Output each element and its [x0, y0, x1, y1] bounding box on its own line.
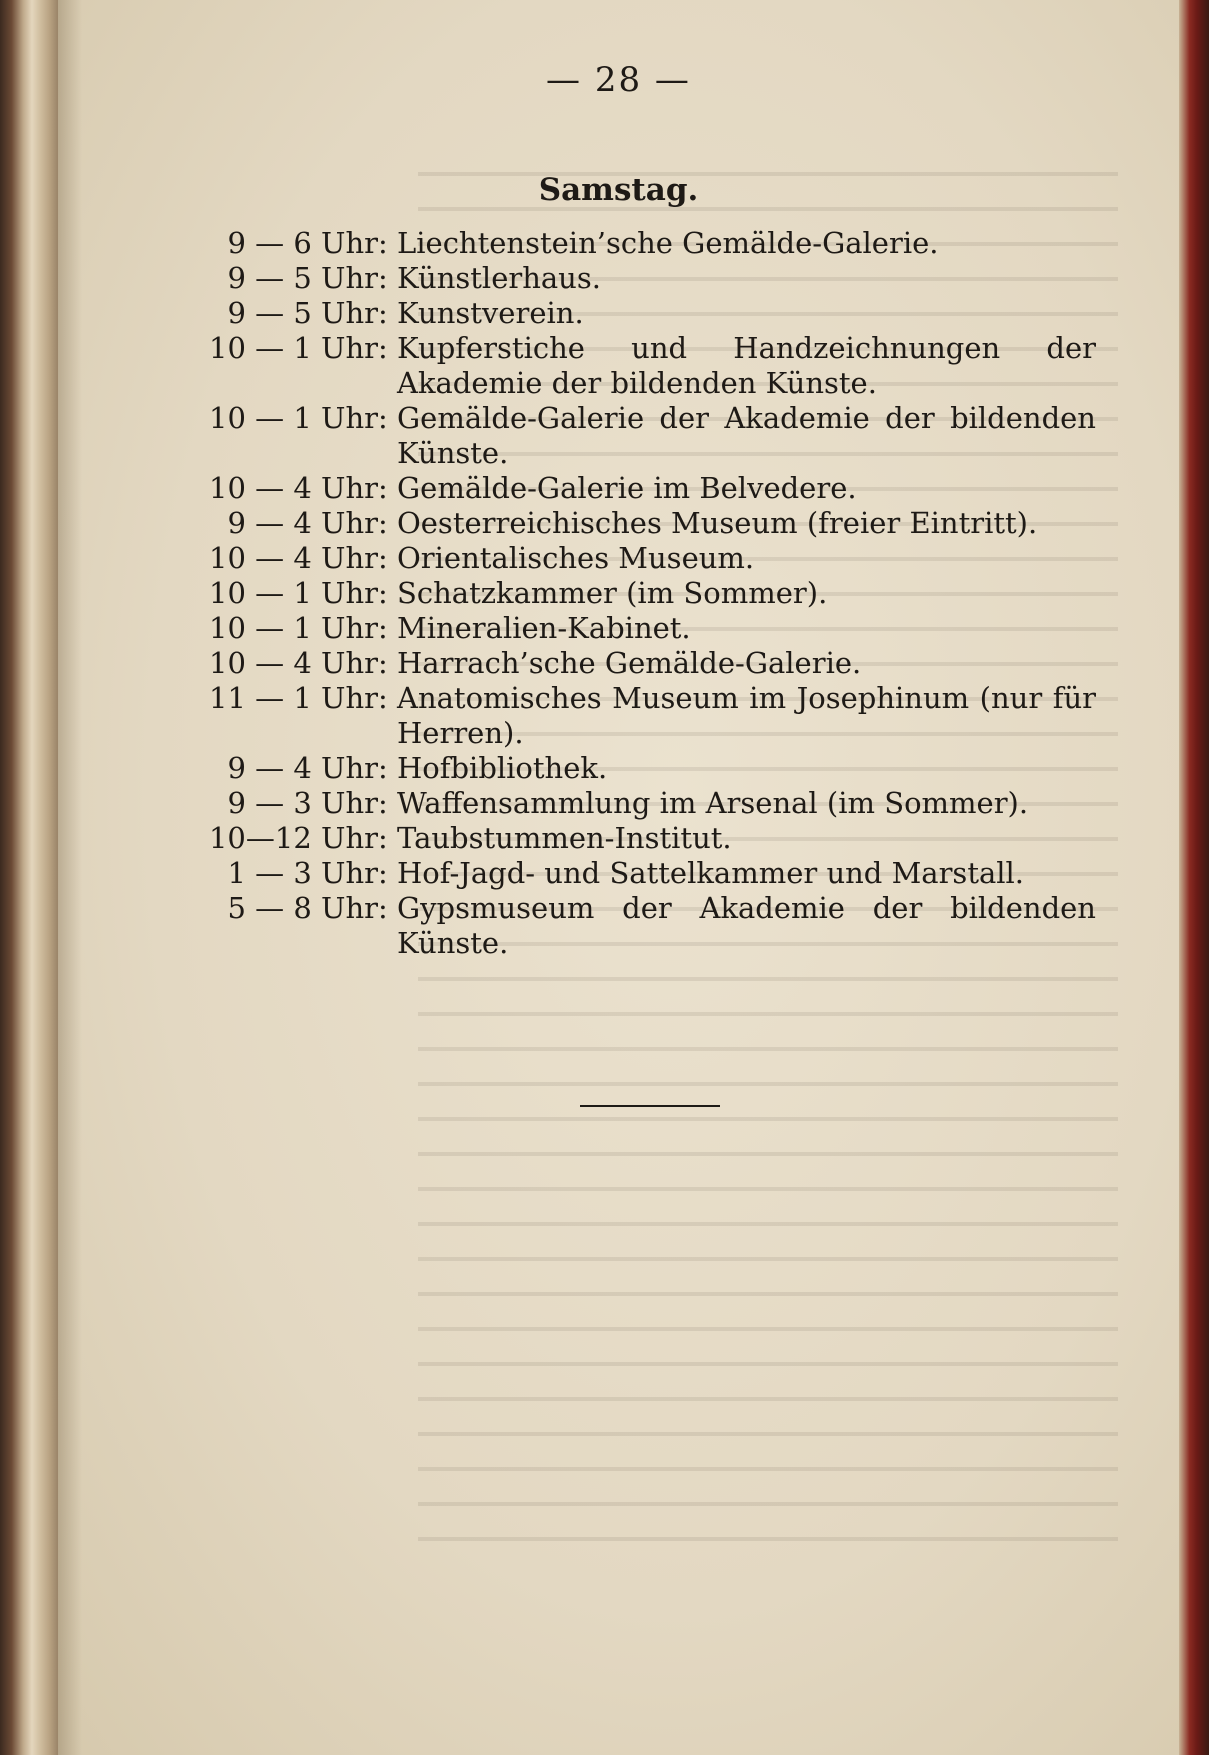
schedule-entry: 9 — 5 Uhr : Künstlerhaus. [196, 261, 1096, 296]
entry-time: 10 — 1 Uhr [209, 401, 378, 435]
entry-time: 10 — 1 Uhr [209, 331, 378, 365]
entry-description: Taubstummen-Institut. [397, 821, 732, 855]
schedule-entry: 10 — 4 Uhr : Gemälde-Galerie im Belvedere. [196, 471, 1096, 506]
book-binding-left [0, 0, 58, 1755]
schedule-entry: 9 — 6 Uhr : Liechtenstein’sche Gemälde-Galerie. [196, 226, 1096, 261]
entry-time: 9 — 6 Uhr [227, 226, 378, 260]
entry-description: Gemälde-Galerie im Belvedere. [397, 471, 857, 505]
schedule-entry: 10 — 1 Uhr : Kupferstiche und Handzeichnungen der Akademie der bildenden Künste. [196, 331, 1096, 401]
schedule-entry: 9 — 4 Uhr : Hofbibliothek. [196, 751, 1096, 786]
schedule-entry: 5 — 8 Uhr : Gypsmuseum der Akademie der bildenden Künste. [196, 891, 1096, 961]
gutter-shadow [58, 0, 82, 1755]
entry-time: 10 — 4 Uhr [209, 541, 378, 575]
entry-time: 9 — 4 Uhr [227, 506, 378, 540]
entry-description: Künstlerhaus. [397, 261, 601, 295]
entry-description: Gypsmuseum der Akademie der bildenden Künste. [397, 891, 1096, 960]
entry-time: 10 — 1 Uhr [209, 576, 378, 610]
schedule-list [196, 226, 1096, 961]
schedule-entry: 9 — 5 Uhr : Kunstverein. [196, 296, 1096, 331]
entry-time: 9 — 4 Uhr [227, 751, 378, 785]
schedule-entry: 9 — 3 Uhr : Waffensammlung im Arsenal (im Sommer). [196, 786, 1096, 821]
schedule-entry: 10 — 4 Uhr : Orientalisches Museum. [196, 541, 1096, 576]
section-divider [580, 1105, 720, 1107]
entry-time: 1 — 3 Uhr [227, 856, 378, 890]
entry-description: Orientalisches Museum. [397, 541, 755, 575]
entry-description: Schatzkammer (im Sommer). [397, 576, 828, 610]
entry-time: 10 — 1 Uhr [209, 611, 378, 645]
entry-time: 10—12 Uhr [208, 821, 378, 855]
schedule-entry: 9 — 4 Uhr : Oesterreichisches Museum (freier Eintritt). [196, 506, 1096, 541]
entry-time: 9 — 5 Uhr [227, 296, 378, 330]
section-heading: Samstag. [538, 172, 699, 208]
schedule-entry: 10 — 4 Uhr : Harrach’sche Gemälde-Galerie. [196, 646, 1096, 681]
entry-description: Kupferstiche und Handzeichnungen der Akademie der bildenden Künste. [397, 331, 1096, 400]
book-binding-right [1179, 0, 1209, 1755]
schedule-entry: 10 — 1 Uhr : Schatzkammer (im Sommer). [196, 576, 1096, 611]
page-number: — 28 — [546, 60, 691, 100]
entry-description: Harrach’sche Gemälde-Galerie. [397, 646, 862, 680]
entry-description: Kunstverein. [397, 296, 584, 330]
entry-description: Liechtenstein’sche Gemälde-Galerie. [397, 226, 939, 260]
schedule-entry: 11 — 1 Uhr : Anatomisches Museum im Josephinum (nur für Herren). [196, 681, 1096, 751]
entry-time: 10 — 4 Uhr [209, 471, 378, 505]
entry-time: 9 — 5 Uhr [227, 261, 378, 295]
entry-time: 10 — 4 Uhr [209, 646, 378, 680]
entry-description: Anatomisches Museum im Josephinum (nur für Herren). [397, 681, 1096, 750]
entry-description: Mineralien-Kabinet. [397, 611, 691, 645]
schedule-entry: 1 — 3 Uhr : Hof-Jagd- und Sattelkammer und Marstall. [196, 856, 1096, 891]
schedule-entry: 10 — 1 Uhr : Gemälde-Galerie der Akademie der bildenden Künste. [196, 401, 1096, 471]
entry-description: Oesterreichisches Museum (freier Eintritt). [397, 506, 1038, 540]
entry-time: 11 — 1 Uhr [209, 681, 378, 715]
entry-description: Gemälde-Galerie der Akademie der bildenden Künste. [397, 401, 1096, 470]
entry-time: 5 — 8 Uhr [227, 891, 378, 925]
book-page [58, 0, 1179, 1755]
entry-description: Waffensammlung im Arsenal (im Sommer). [397, 786, 1029, 820]
schedule-entry: 10—12 Uhr : Taubstummen-Institut. [196, 821, 1096, 856]
entry-description: Hofbibliothek. [397, 751, 608, 785]
entry-description: Hof-Jagd- und Sattelkammer und Marstall. [397, 856, 1025, 890]
schedule-entry: 10 — 1 Uhr : Mineralien-Kabinet. [196, 611, 1096, 646]
entry-time: 9 — 3 Uhr [227, 786, 378, 820]
